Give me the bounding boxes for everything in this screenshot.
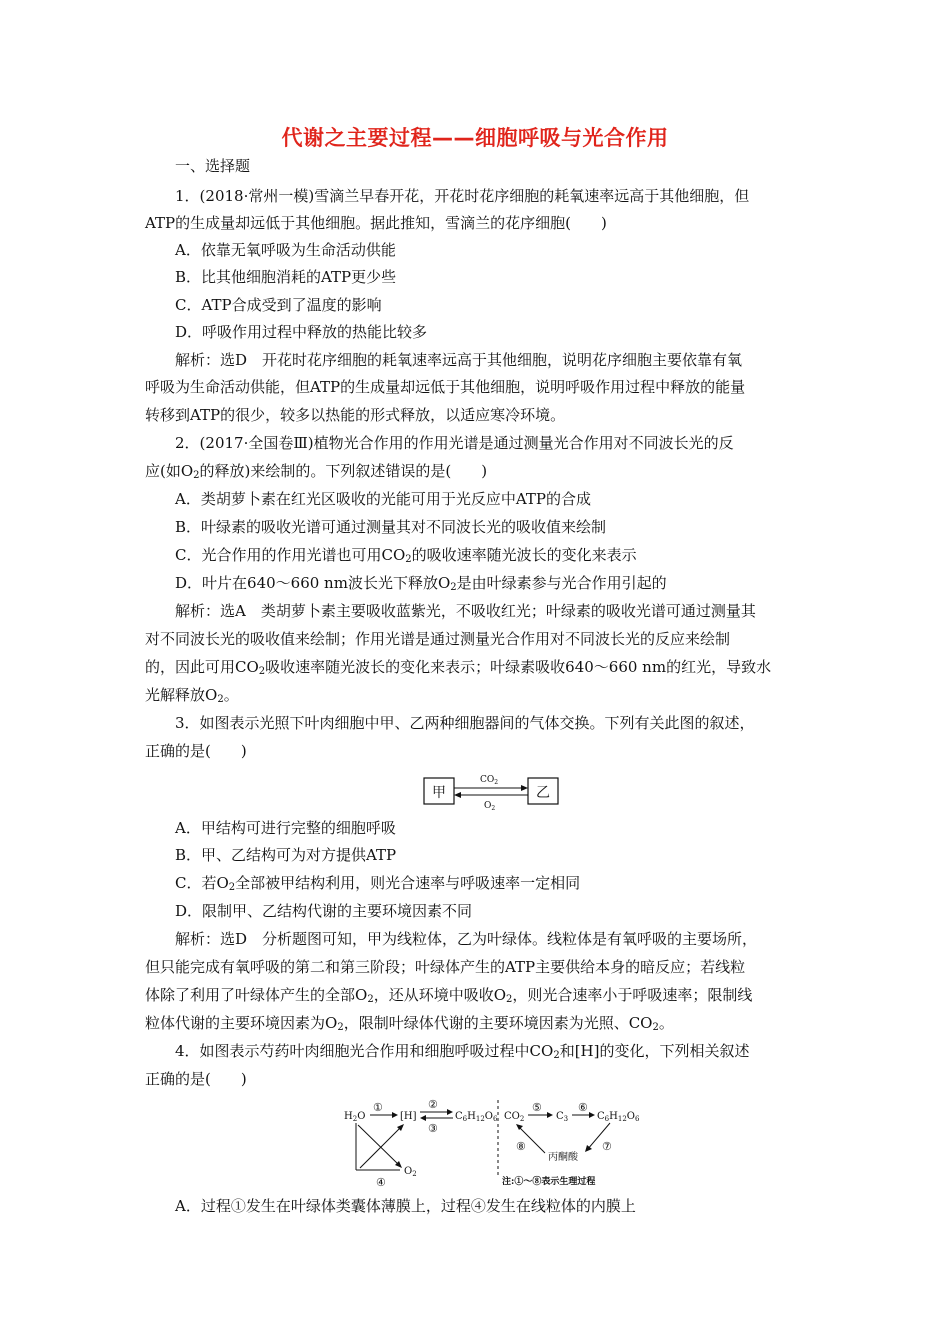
label-yi: 乙 [536, 785, 550, 801]
pyruvate-label: 丙酮酸 [548, 1152, 578, 1163]
q4-stem-line-1: 4．如图表示芍药叶肉细胞光合作用和细胞呼吸过程中$CO_2$和[H]的变化，下列相关叙述 [175, 1042, 750, 1061]
o2-arrowhead [454, 792, 461, 798]
q3-option-c: C．若$O_2$全部被甲结构利用，则光合速率与呼吸速率一定相同 [175, 874, 581, 893]
q1-option-a: A．依靠无氧呼吸为生命活动供能 [175, 241, 396, 259]
q1-stem-line-1: 1．(2018·常州一模)雪滴兰早春开花，开花时花序细胞的耗氧速率远高于其他细胞，但 [175, 187, 750, 205]
q2-analysis-line-4: 光解释放$O_2$。 [145, 686, 239, 705]
q4-metabolism-diagram [340, 1098, 650, 1190]
diag-1 [358, 1125, 400, 1166]
arrow-1-head [392, 1112, 398, 1118]
arrow-3-head [420, 1115, 426, 1121]
q1-option-c: C．ATP合成受到了温度的影响 [175, 296, 382, 314]
o2-label: $O_2$ [404, 1166, 417, 1178]
step-3: ③ [428, 1122, 438, 1135]
co2-arrowhead [521, 785, 528, 791]
q1-analysis-line-2: 呼吸为生命活动供能，但ATP的生成量却远低于其他细胞，说明呼吸作用过程中释放的能量 [145, 378, 746, 396]
q2-analysis-line-3: 的，因此可用$CO_2$吸收速率随光波长的变化来表示；叶绿素吸收640～660 nm的红光，导致水 [145, 658, 772, 677]
q2-stem-line-1: 2．(2017·全国卷Ⅲ)植物光合作用的作用光谱是通过测量光合作用对不同波长光的反 [175, 434, 734, 452]
q3-option-a: A．甲结构可进行完整的细胞呼吸 [175, 819, 396, 837]
q2-option-b: B．叶绿素的吸收光谱可通过测量其对不同波长光的吸收值来绘制 [175, 518, 607, 536]
label-jia: 甲 [432, 785, 446, 801]
step-7: ⑦ [602, 1140, 612, 1153]
co2-label: $CO_2$ [480, 775, 499, 786]
diagram-note: 注:①～⑧表示生理过程 [502, 1177, 596, 1187]
step-5: ⑤ [532, 1101, 542, 1114]
q2-stem-line-2: 应(如$O_2$的释放)来绘制的。下列叙述错误的是( ) [145, 462, 488, 481]
q2-option-c: C．光合作用的作用光谱也可用$CO_2$的吸收速率随光波长的变化来表示 [175, 546, 637, 565]
arrow-8-head [516, 1124, 523, 1130]
o2-label: $O_2$ [484, 801, 496, 810]
q3-stem-line-1: 3．如图表示光照下叶肉细胞中甲、乙两种细胞器间的气体交换。下列有关此图的叙述， [175, 714, 755, 732]
c3-label: $C_3$ [556, 1111, 569, 1123]
step-8: ⑧ [516, 1140, 526, 1153]
q3-gas-exchange-diagram [420, 768, 565, 810]
q1-option-b: B．比其他细胞消耗的ATP更少些 [175, 268, 397, 286]
q3-option-d: D．限制甲、乙结构代谢的主要环境因素不同 [175, 902, 473, 920]
step-2: ② [428, 1098, 438, 1111]
page-title: 代谢之主要过程——细胞呼吸与光合作用 [281, 126, 669, 150]
q1-option-d: D．呼吸作用过程中释放的热能比较多 [175, 323, 428, 341]
q3-analysis-line-1: 解析：选D 分析题图可知，甲为线粒体，乙为叶绿体。线粒体是有氧呼吸的主要场所， [175, 930, 758, 948]
q3-analysis-line-3: 体除了利用了叶绿体产生的全部$O_2$，还从环境中吸收$O_2$，则光合速率小于呼吸速率；限制线 [145, 986, 753, 1005]
q2-option-d: D．叶片在640～660 nm波长光下释放$O_2$是由叶绿素参与光合作用引起的 [175, 574, 667, 593]
h2o-label: $H_2O$ [344, 1111, 366, 1123]
q2-analysis-line-2: 对不同波长光的吸收值来绘制；作用光谱是通过测量光合作用对不同波长光的反应来绘制 [145, 630, 731, 648]
q4-stem-line-2: 正确的是( ) [145, 1070, 247, 1088]
q1-analysis-line-1: 解析：选D 开花时花序细胞的耗氧速率远高于其他细胞，说明花序细胞主要依靠有氧 [175, 351, 743, 369]
section-heading: 一、选择题 [175, 157, 251, 175]
q2-analysis-line-1: 解析：选A 类胡萝卜素主要吸收蓝紫光，不吸收红光；叶绿素的吸收光谱可通过测量其 [175, 602, 756, 620]
q1-stem-line-2: ATP的生成量却远低于其他细胞。据此推知，雪滴兰的花序细胞( ) [145, 214, 607, 232]
q3-option-b: B．甲、乙结构可为对方提供ATP [175, 846, 397, 864]
glucose-label-2: $C_6H_{12}O_6$ [597, 1111, 640, 1123]
q3-stem-line-2: 正确的是( ) [145, 742, 247, 760]
step-6: ⑥ [578, 1101, 588, 1114]
arrow-2-head [447, 1109, 453, 1115]
co2-label: $CO_2$ [504, 1111, 525, 1123]
q3-analysis-line-4: 粒体代谢的主要环境因素为$O_2$，限制叶绿体代谢的主要环境因素为光照、$CO_2$。 [145, 1014, 674, 1033]
q4-option-a: A．过程①发生在叶绿体类囊体薄膜上，过程④发生在线粒体的内膜上 [175, 1197, 636, 1215]
q1-analysis-line-3: 转移到ATP的很少，较多以热能的形式释放，以适应寒冷环境。 [145, 406, 566, 424]
glucose-label-1: $C_6H_{12}O_6$ [455, 1111, 498, 1123]
arrow-5-head [547, 1112, 553, 1118]
h-label: [H] [400, 1111, 417, 1122]
step-1: ① [373, 1101, 383, 1114]
q3-analysis-line-2: 但只能完成有氧呼吸的第二和第三阶段；叶绿体产生的ATP主要供给本身的暗反应；若线粒 [145, 958, 746, 976]
step-4: ④ [376, 1176, 386, 1189]
arrow-6-head [589, 1112, 595, 1118]
q2-option-a: A．类胡萝卜素在红光区吸收的光能可用于光反应中ATP的合成 [175, 490, 591, 508]
